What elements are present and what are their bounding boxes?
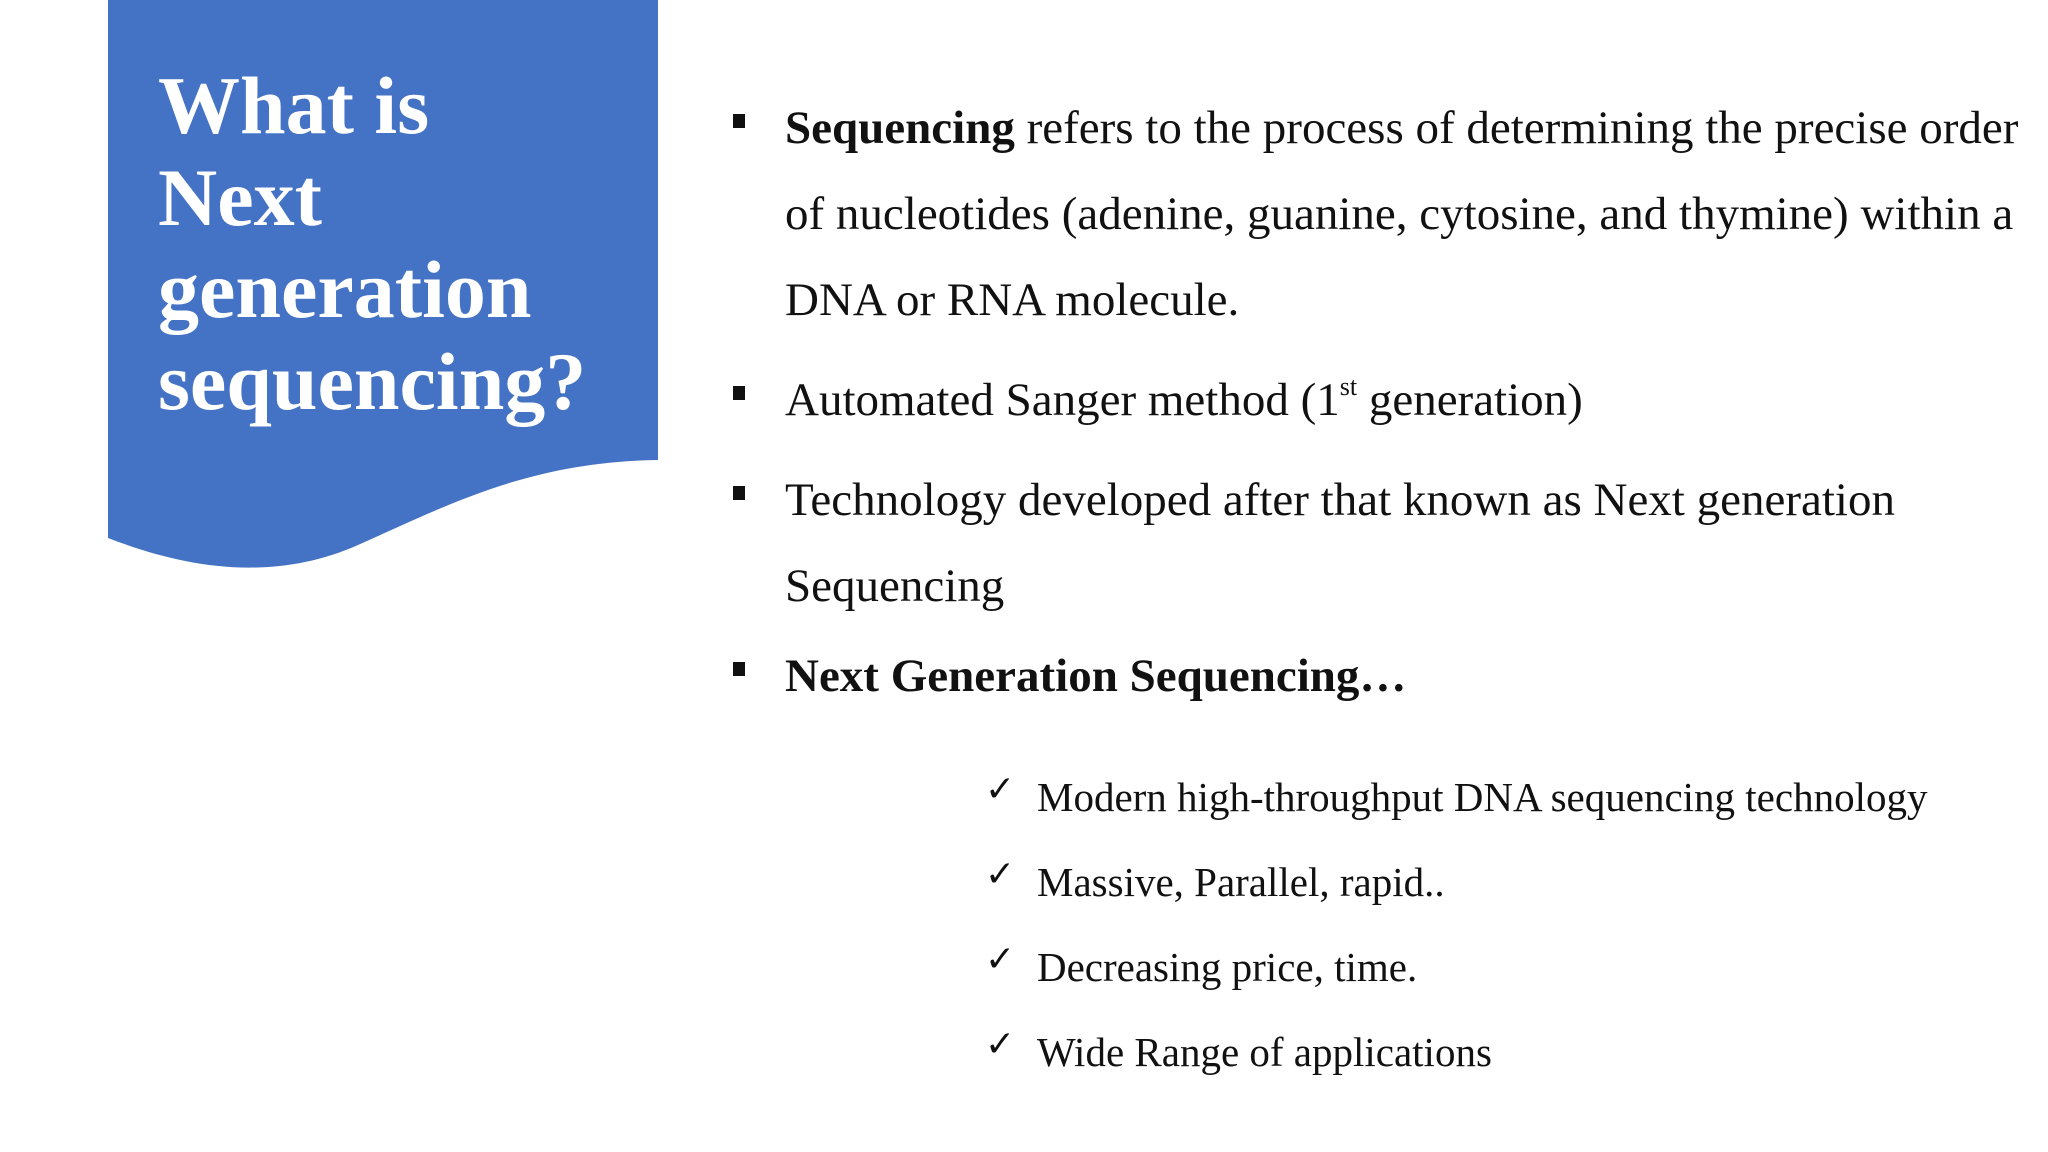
bullet-text: generation)	[1357, 374, 1583, 426]
list-item-text: Massive, Parallel, rapid..	[1037, 859, 1445, 905]
ordinal-superscript: st	[1339, 372, 1358, 401]
checkmark-icon: ✓	[985, 769, 1016, 810]
bullet-item-sequencing-definition	[720, 85, 2020, 343]
title-banner	[108, 0, 658, 575]
bullet-text: Automated Sanger method (1	[785, 374, 1340, 426]
square-bullet-icon	[733, 114, 745, 128]
checkmark-icon: ✓	[985, 854, 1016, 895]
square-bullet-icon	[733, 662, 745, 676]
bullet-list	[720, 85, 2020, 1095]
ngs-feature-list	[985, 755, 2020, 1095]
checkmark-icon: ✓	[985, 1024, 1016, 1065]
title-line: generation	[158, 244, 532, 335]
list-item	[985, 840, 2020, 925]
list-item-text: Decreasing price, time.	[1037, 944, 1418, 990]
list-item	[985, 925, 2020, 1010]
bullet-item-ngs-technology	[720, 457, 2020, 629]
bullet-bold-term: Next Generation Sequencing…	[785, 650, 1407, 702]
bullet-text: refers to the process of determining the precise order of nucleotides (adenine, guanine, cytosine, and thymine) within a DNA or RNA molecule.	[785, 102, 2019, 326]
square-bullet-icon	[733, 486, 745, 500]
title-line: What is	[158, 60, 430, 151]
bullet-item-sanger-method	[720, 357, 2020, 443]
list-item	[985, 755, 2020, 840]
list-item-text: Wide Range of applications	[1037, 1029, 1492, 1075]
checkmark-icon: ✓	[985, 939, 1016, 980]
slide-title	[158, 60, 638, 428]
title-line: Next	[158, 152, 322, 243]
list-item	[985, 1010, 2020, 1095]
list-item-text: Modern high-throughput DNA sequencing technology	[1037, 774, 1928, 820]
bullet-text: Technology developed after that known as Next generation Sequencing	[785, 474, 1895, 612]
bullet-bold-term: Sequencing	[785, 102, 1015, 154]
square-bullet-icon	[733, 386, 745, 400]
bullet-item-ngs-heading	[720, 633, 2020, 719]
title-line: sequencing?	[158, 336, 587, 427]
